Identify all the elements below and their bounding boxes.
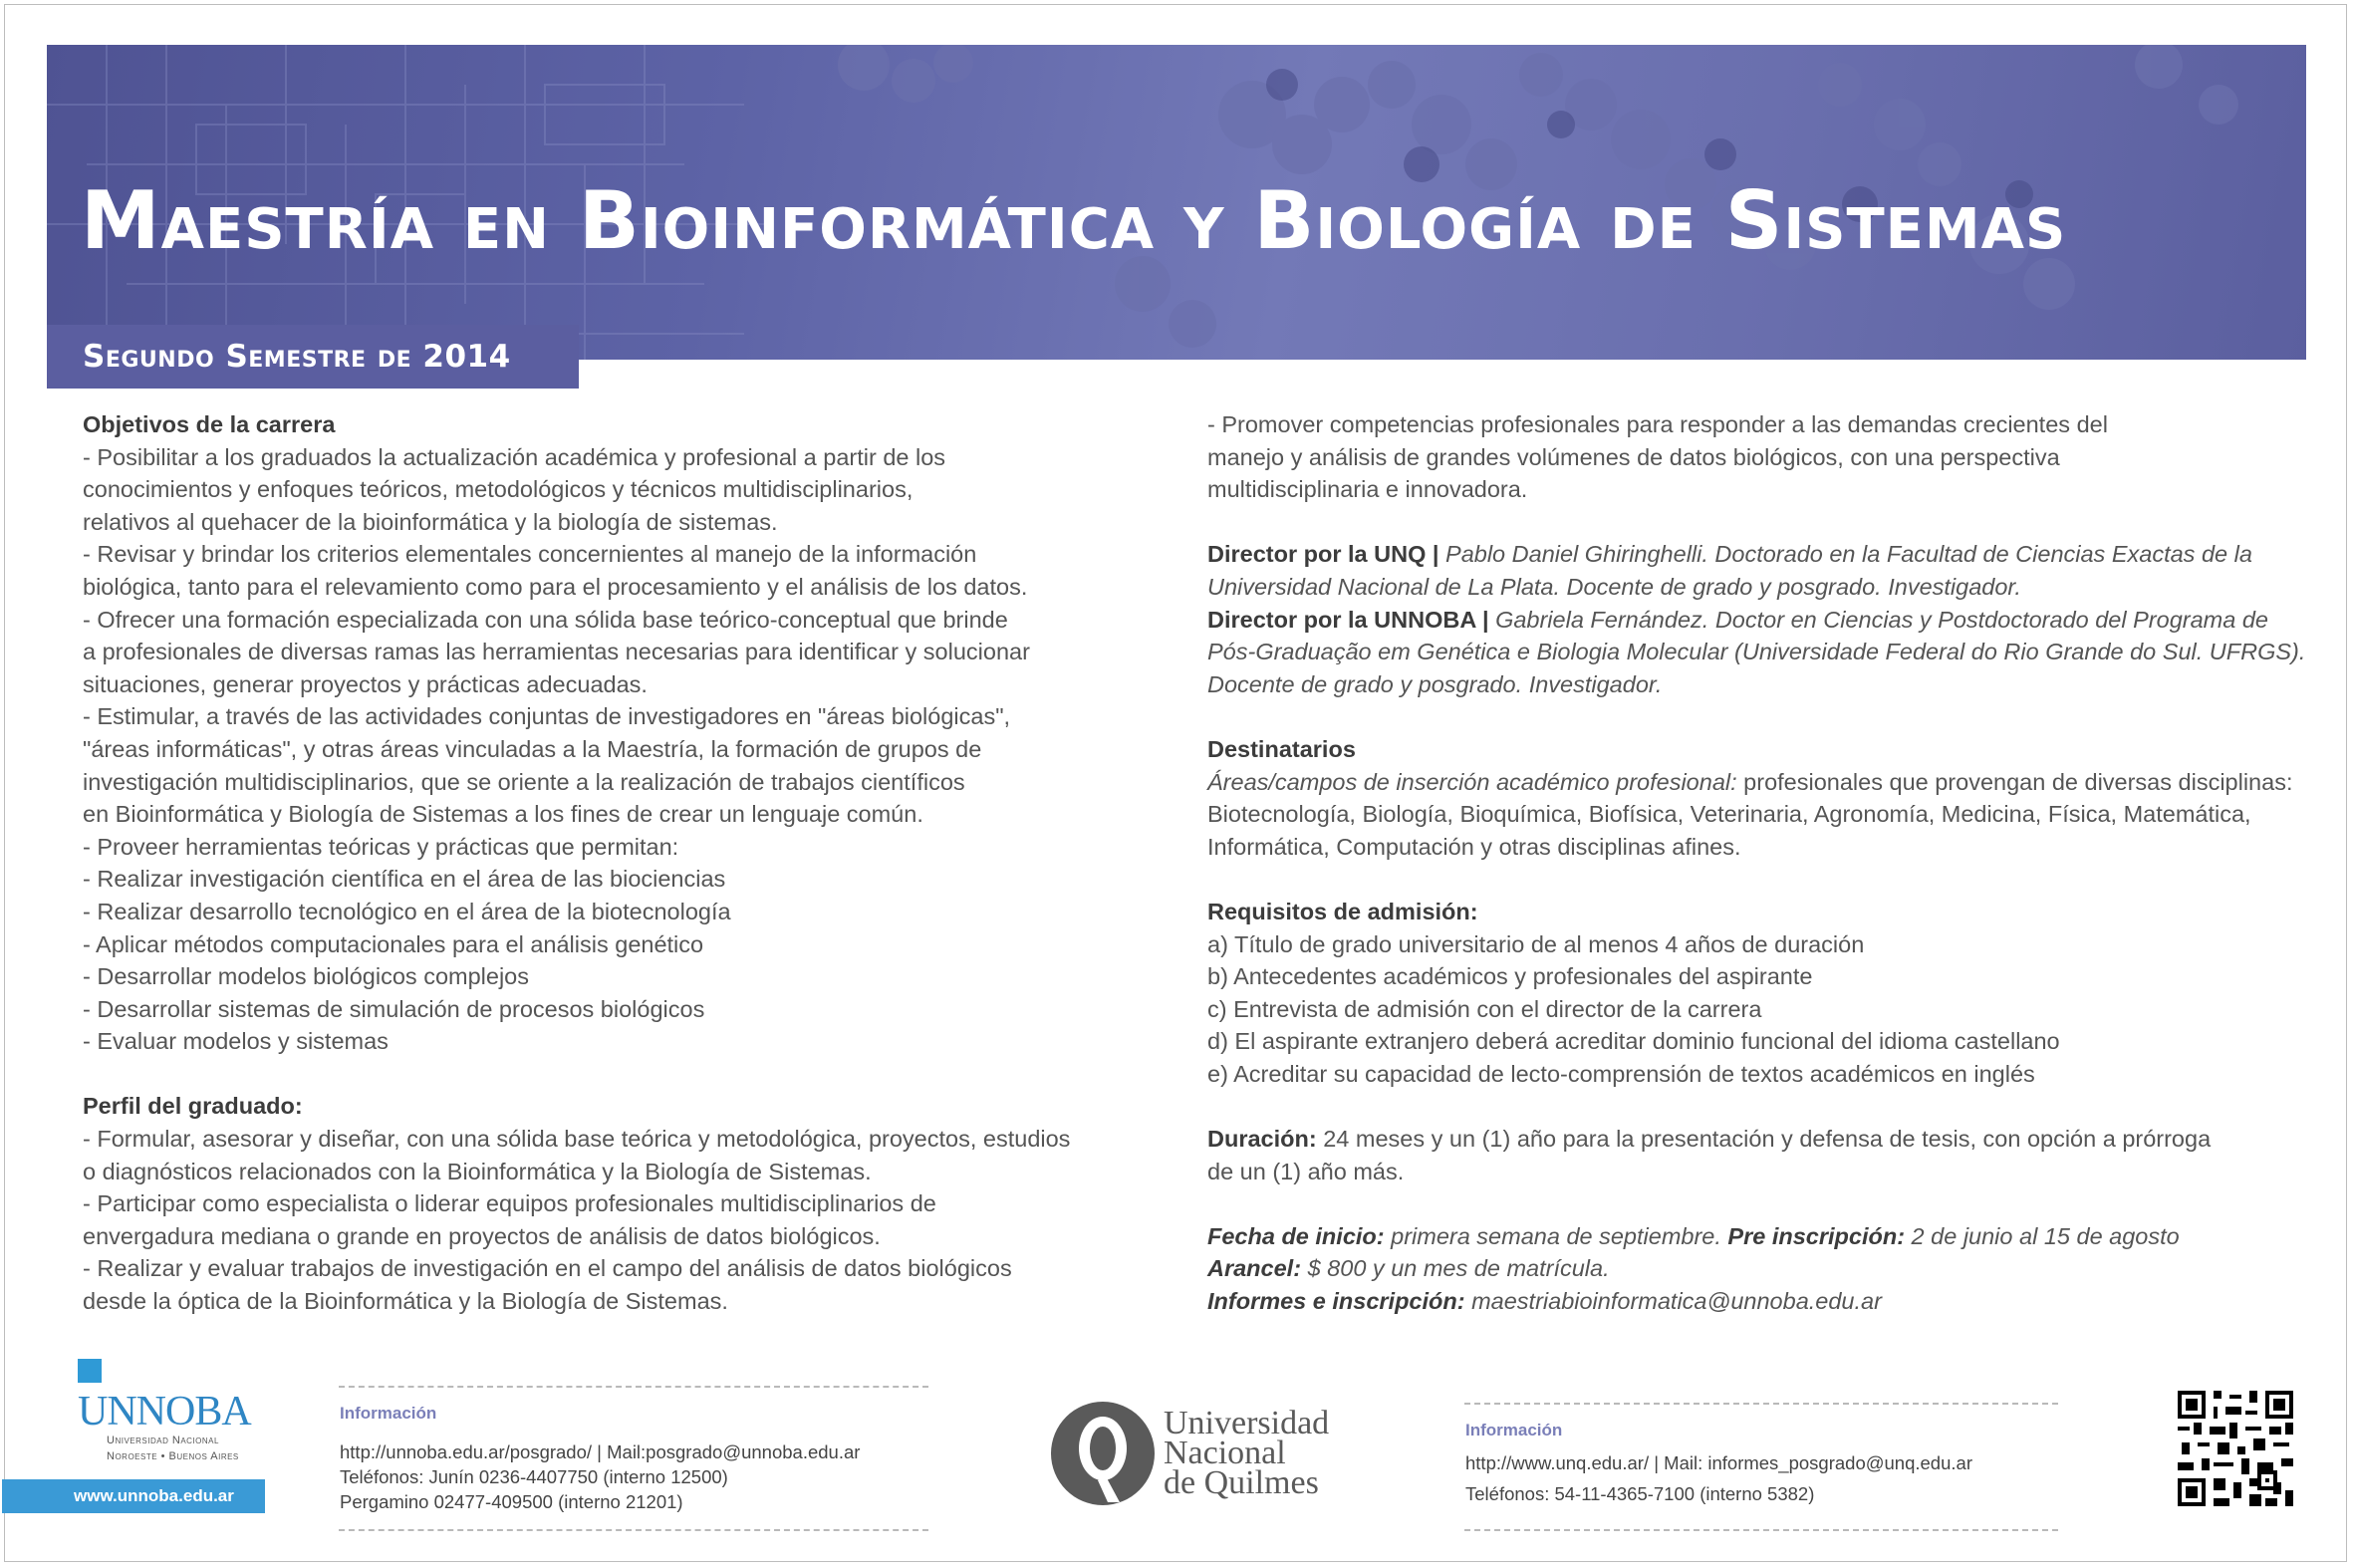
- objetivos-item: - Evaluar modelos y sistemas: [83, 1028, 389, 1055]
- duracion-line-1: Duración: 24 meses y un (1) año para la presentación y defensa de tesis, con opción a prórroga: [1207, 1126, 2212, 1153]
- unq-logo-icon: [1048, 1399, 1158, 1508]
- requisito-item: b) Antecedentes académicos y profesionales del aspirante: [1207, 963, 1813, 990]
- objetivos-item: biológica, tanto para el relevamiento como para el procesamiento y el análisis de los datos.: [83, 573, 1028, 600]
- perfil-item: - Realizar y evaluar trabajos de investigación en el campo del análisis de datos biológicos: [83, 1255, 1012, 1282]
- right-column: [1207, 408, 2313, 1318]
- objetivos-item: - Posibilitar a los graduados la actualización académica y profesional a partir de los: [83, 443, 946, 470]
- perfil-list: [83, 1123, 1178, 1318]
- objetivos-item: investigación multidisciplinarios, que se oriente a la realización de trabajos científicos: [83, 768, 965, 795]
- unq-logo-text: Universidad Nacional de Quilmes: [1164, 1405, 1330, 1501]
- left-column: [83, 408, 1178, 1318]
- requisito-item: e) Acreditar su capacidad de lecto-comprensión de textos académicos en inglés: [1207, 1060, 2035, 1087]
- objetivos-item: - Ofrecer una formación especializada con una sólida base teórico-conceptual que brinde: [83, 606, 1008, 633]
- unnoba-logo-square: [78, 1359, 102, 1383]
- requisito-item: c) Entrevista de admisión con el director de la carrera: [1207, 995, 1762, 1022]
- perfil-heading: Perfil del graduado:: [83, 1093, 303, 1120]
- director-unnoba-continued-2: Docente de grado y posgrado. Investigador.: [1207, 670, 1663, 697]
- destinatarios-line-2: Biotecnología, Biología, Bioquímica, Biofísica, Veterinaria, Agronomía, Medicina, Física, Matemática,: [1207, 801, 2251, 828]
- objetivos-item: "áreas informáticas", y otras áreas vinculadas a la Maestría, la formación de grupos de: [83, 735, 982, 762]
- requisito-item: a) Título de grado universitario de al menos 4 años de duración: [1207, 930, 1865, 957]
- director-unq-continued: Universidad Nacional de La Plata. Docente de grado y posgrado. Investigador.: [1207, 573, 2021, 600]
- perfil-item: desde la óptica de la Bioinformática y la Biología de Sistemas.: [83, 1288, 728, 1315]
- objetivos-list: [83, 441, 1178, 1058]
- objetivos-item: - Aplicar métodos computacionales para el análisis genético: [83, 930, 704, 957]
- promover-line: - Promover competencias profesionales para responder a las demandas crecientes del: [1207, 411, 2108, 437]
- page-title: Maestría en Bioinformática y Biología de Sistemas: [81, 174, 2067, 267]
- informes-email-link[interactable]: maestriabioinformatica@unnoba.edu.ar: [1464, 1288, 1882, 1315]
- unnoba-info-line-2: Teléfonos: Junín 0236-4407750 (interno 12500): [340, 1466, 728, 1487]
- promover-paragraph: [1207, 408, 2313, 506]
- objetivos-item: relativos al quehacer de la bioinformática y la biología de sistemas.: [83, 508, 778, 535]
- objetivos-item: conocimientos y enfoques teóricos, metodológicos y técnicos multidisciplinarios,: [83, 476, 914, 503]
- objetivos-heading: Objetivos de la carrera: [83, 411, 336, 437]
- qr-code-image[interactable]: [2178, 1391, 2293, 1506]
- objetivos-item: en Bioinformática y Biología de Sistemas a los fines de crear un lenguaje común.: [83, 801, 923, 828]
- objetivos-item: - Revisar y brindar los criterios elementales concernientes al manejo de la información: [83, 541, 977, 568]
- destinatarios-line-1: Áreas/campos de inserción académico profesional: profesionales que provengan de diversas disciplinas:: [1207, 768, 2293, 795]
- unnoba-subtitle: Universidad Nacional Noroeste • Buenos Aires: [107, 1435, 239, 1462]
- promover-line: manejo y análisis de grandes volúmenes de datos biológicos, con una perspectiva: [1207, 443, 2060, 470]
- director-unq: Director por la UNQ | Pablo Daniel Ghiringhelli. Doctorado en la Facultad de Ciencias Exactas de la: [1207, 541, 2252, 568]
- requisitos-list: [1207, 928, 2313, 1091]
- info-title: Información: [340, 1404, 437, 1423]
- destinatarios-line-3: Informática, Computación y otras disciplinas afines.: [1207, 833, 1741, 860]
- objetivos-item: - Realizar investigación científica en el área de las biociencias: [83, 866, 726, 893]
- objetivos-item: - Realizar desarrollo tecnológico en el área de la biotecnología: [83, 898, 731, 924]
- requisito-item: d) El aspirante extranjero deberá acreditar dominio funcional del idioma castellano: [1207, 1028, 2060, 1055]
- unnoba-website-link[interactable]: www.unnoba.edu.ar: [2, 1479, 265, 1513]
- unq-info-line-1[interactable]: http://www.unq.edu.ar/ | Mail: informes_posgrado@unq.edu.ar: [1465, 1452, 1972, 1473]
- perfil-item: envergadura mediana o grande en proyectos de análisis de datos biológicos.: [83, 1222, 881, 1249]
- unnoba-info-line-3: Pergamino 02477-409500 (interno 21201): [340, 1491, 683, 1512]
- director-unnoba: Director por la UNNOBA | Gabriela Fernández. Doctor en Ciencias y Postdoctorado del Programa de: [1207, 606, 2268, 633]
- info-title: Información: [1465, 1421, 1563, 1439]
- promover-line: multidisciplinaria e innovadora.: [1207, 476, 1528, 503]
- unnoba-info-line-1[interactable]: http://unnoba.edu.ar/posgrado/ | Mail:posgrado@unnoba.edu.ar: [340, 1441, 861, 1462]
- semester-label: Segundo Semestre de 2014: [47, 325, 579, 389]
- requisitos-heading: Requisitos de admisión:: [1207, 898, 1478, 924]
- unq-info-block: [1465, 1418, 2083, 1506]
- objetivos-item: - Proveer herramientas teóricas y prácticas que permitan:: [83, 833, 679, 860]
- objetivos-item: situaciones, generar proyectos y prácticas adecuadas.: [83, 670, 648, 697]
- header-banner: [47, 45, 2306, 360]
- divider: [1464, 1403, 2058, 1405]
- objetivos-item: - Estimular, a través de las actividades conjuntas de investigadores en "áreas biológicas",: [83, 703, 1011, 730]
- perfil-item: - Participar como especialista o liderar equipos profesionales multidisciplinarios de: [83, 1190, 936, 1217]
- arancel-line: Arancel: $ 800 y un mes de matrícula.: [1207, 1255, 1610, 1282]
- perfil-item: - Formular, asesorar y diseñar, con una sólida base teórica y metodológica, proyectos, estudios: [83, 1126, 1071, 1153]
- divider: [339, 1529, 928, 1531]
- divider: [1464, 1529, 2058, 1531]
- objetivos-item: a profesionales de diversas ramas las herramientas necesarias para identificar y solucionar: [83, 639, 1030, 665]
- unnoba-logo: UNNOBA: [78, 1389, 251, 1435]
- fecha-inicio-line: Fecha de inicio: primera semana de septiembre. Pre inscripción: 2 de junio al 15 de agosto: [1207, 1222, 2180, 1249]
- duracion-line-2: de un (1) año más.: [1207, 1158, 1405, 1184]
- unq-info-line-2: Teléfonos: 54-11-4365-7100 (interno 5382): [1465, 1483, 1815, 1504]
- unnoba-info-block: [340, 1401, 937, 1514]
- destinatarios-heading: Destinatarios: [1207, 735, 1356, 762]
- perfil-item: o diagnósticos relacionados con la Bioinformática y la Biología de Sistemas.: [83, 1158, 872, 1184]
- objetivos-item: - Desarrollar modelos biológicos complejos: [83, 963, 529, 990]
- director-unnoba-continued-1: Pós-Graduação em Genética e Biologia Molecular (Universidade Federal do Rio Grande do Sul. UFRGS).: [1207, 639, 2306, 665]
- divider: [339, 1386, 928, 1388]
- informes-line: Informes e inscripción: maestriabioinformatica@unnoba.edu.ar: [1207, 1288, 1882, 1315]
- objetivos-item: - Desarrollar sistemas de simulación de procesos biológicos: [83, 995, 705, 1022]
